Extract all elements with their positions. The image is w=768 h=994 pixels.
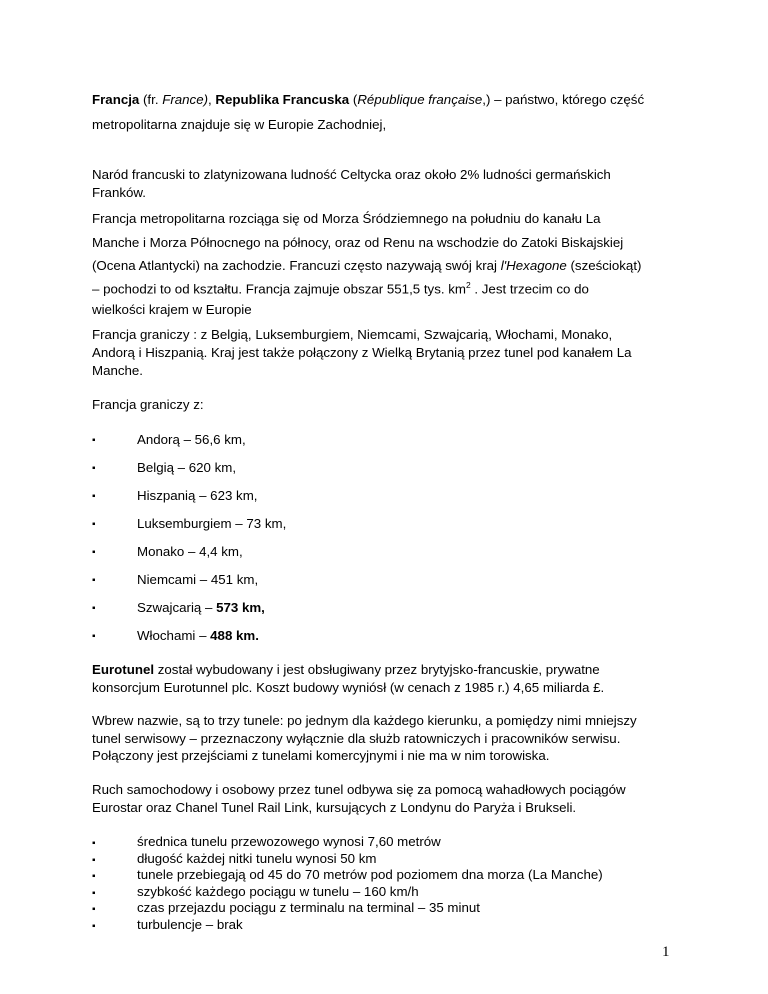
geo-text: – pochodzi to od kształtu. Francja zajmuje obszar 551,5 tys. km: [92, 281, 466, 297]
list-item-text: [137, 600, 265, 615]
list-item: [92, 851, 603, 868]
bullet-icon: ▪: [92, 904, 96, 916]
nation-line-1: Naród francuski to zlatynizowana ludność Celtycka oraz około 2% ludności germańskich: [92, 167, 611, 182]
geo-line-1: Francja metropolitarna rozciąga się od Morza Śródziemnego na południu do kanału La: [92, 211, 601, 226]
list-item-text: [137, 628, 259, 643]
list-item: [92, 917, 603, 934]
geo-line-3: [92, 258, 641, 273]
bullet-icon: ▪: [92, 920, 96, 932]
term-republika: Republika Francuska: [215, 92, 350, 107]
list-item-text: Luksemburgiem – 73 km,: [137, 516, 287, 531]
bullet-icon: ▪: [92, 871, 96, 883]
list-item-text: czas przejazdu pociągu z terminalu na terminal – 35 minut: [137, 900, 480, 916]
intro-line-1: [92, 92, 644, 107]
geo-line-5: wielkości krajem w Europie: [92, 302, 252, 317]
superscript-2: 2: [465, 280, 471, 290]
tunnel-facts-list: [92, 834, 603, 934]
list-item-text: szybkość każdego pociągu w tunelu – 160 km/h: [137, 883, 419, 899]
borders-heading: Francja graniczy z:: [92, 397, 204, 412]
italic-hexagone: l'Hexagone: [500, 258, 567, 273]
bullet-icon: ▪: [92, 854, 96, 866]
list-item: [92, 884, 603, 901]
bullet-icon: ▪: [92, 491, 96, 502]
traffic-line-2: Eurostar oraz Chanel Tunel Rail Link, kursujących z Londynu do Paryża i Brukseli.: [92, 800, 577, 815]
list-item-text: tunele przebiegają od 45 do 70 metrów pod poziomem dna morza (La Manche): [137, 867, 603, 883]
list-item: [92, 867, 603, 884]
list-item-text: Belgią – 620 km,: [137, 460, 237, 475]
geo-text: (sześciokąt): [566, 258, 642, 273]
traffic-line-1: Ruch samochodowy i osobowy przez tunel odbywa się za pomocą wahadłowych pociągów: [92, 782, 626, 797]
tunnels-line-3: Połączony jest przejściami z tunelami komercyjnymi i nie ma w nim torowiska.: [92, 748, 550, 763]
term-francja: Francja: [92, 92, 140, 107]
page-number: 1: [662, 944, 670, 960]
bullet-icon: ▪: [92, 463, 96, 474]
intro-text: (fr.: [139, 92, 163, 107]
list-item-text: Andorą – 56,6 km,: [137, 432, 246, 447]
list-item: [92, 900, 603, 917]
italic-republique: République française: [357, 92, 483, 107]
bold-distance: 573 km,: [216, 600, 265, 615]
italic-france: France): [162, 92, 209, 107]
list-item-text: Włochami –: [137, 628, 211, 643]
bullet-icon: ▪: [92, 519, 96, 530]
eurotunnel-text: został wybudowany i jest obsługiwany przez brytyjsko-francuskie, prywatne: [154, 662, 600, 677]
nation-line-2: Franków.: [92, 185, 146, 200]
list-item-text: Niemcami – 451 km,: [137, 572, 259, 587]
list-item-text: Szwajcarią –: [137, 600, 217, 615]
bullet-icon: ▪: [92, 547, 96, 558]
borders-text-line-1: Francja graniczy : z Belgią, Luksemburgiem, Niemcami, Szwajcarią, Włochami, Monako,: [92, 327, 613, 342]
borders-text-line-2: Andorą i Hiszpanią. Kraj jest także połączony z Wielką Brytanią przez tunel pod kanałem La: [92, 345, 632, 360]
list-item-text: Hiszpanią – 623 km,: [137, 488, 258, 503]
eurotunnel-line-1: [92, 662, 600, 677]
bullet-icon: ▪: [92, 631, 96, 642]
bullet-icon: ▪: [92, 435, 96, 446]
list-item-text: turbulencje – brak: [137, 916, 243, 932]
bullet-icon: ▪: [92, 838, 96, 849]
list-item-text: Monako – 4,4 km,: [137, 544, 243, 559]
geo-line-2: Manche i Morza Północnego na północy, oraz od Renu na wschodzie do Zatoki Biskajskiej: [92, 235, 624, 250]
bullet-icon: ▪: [92, 603, 96, 614]
tunnels-line-1: Wbrew nazwie, są to trzy tunele: po jednym dla każdego kierunku, a pomiędzy nimi mniejszy: [92, 713, 637, 728]
bullet-icon: ▪: [92, 887, 96, 899]
bullet-icon: ▪: [92, 575, 96, 586]
geo-text: (Ocena Atlantycki) na zachodzie. Francuzi często nazywają swój kraj: [92, 258, 501, 273]
geo-line-4: [92, 280, 589, 296]
list-item: [92, 834, 603, 851]
intro-text: ,: [208, 92, 216, 107]
term-eurotunel: Eurotunel: [92, 662, 155, 677]
tunnels-line-2: tunel serwisowy – przeznaczony wyłącznie dla służb ratowniczych i pracowników serwisu.: [92, 731, 621, 746]
list-item-text: długość każdej nitki tunelu wynosi 50 km: [137, 850, 377, 866]
intro-line-2: metropolitarna znajduje się w Europie Zachodniej,: [92, 117, 387, 132]
list-item-text: średnica tunelu przewozowego wynosi 7,60 metrów: [137, 834, 441, 849]
intro-text: ,) – państwo, którego część: [482, 92, 645, 107]
eurotunnel-line-2: konsorcjum Eurotunnel plc. Koszt budowy wyniósł (w cenach z 1985 r.) 4,65 miliarda £.: [92, 680, 605, 695]
geo-text: . Jest trzecim co do: [470, 281, 589, 297]
intro-text: (: [349, 92, 358, 107]
borders-text-line-3: Manche.: [92, 363, 143, 378]
bold-distance: 488 km.: [210, 628, 259, 643]
